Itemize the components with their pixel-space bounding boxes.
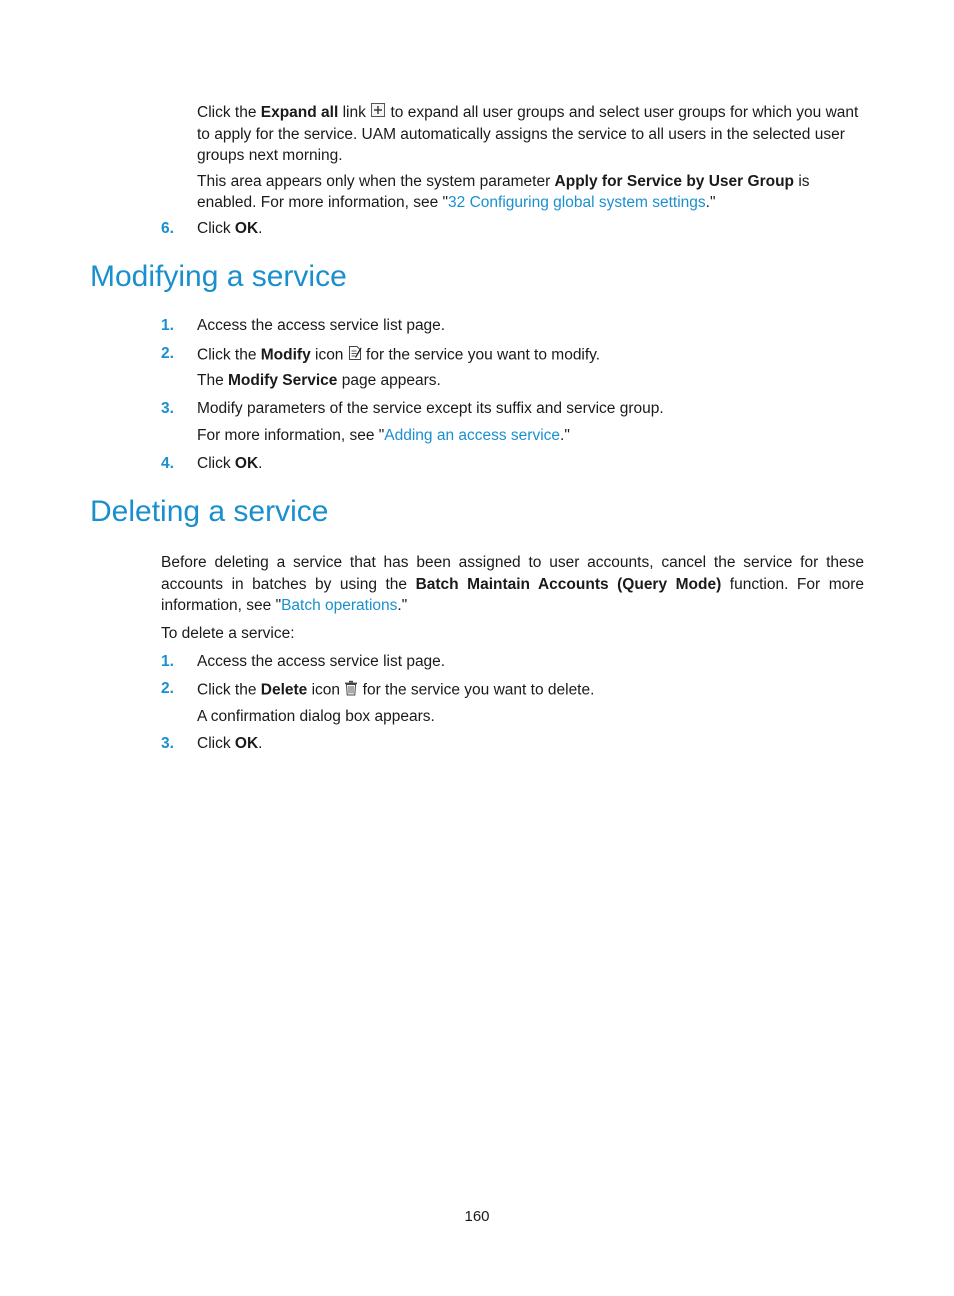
step-number: 4. (161, 455, 174, 472)
modify-step-2-note: The Modify Service page appears. (197, 372, 441, 389)
modify-icon (348, 345, 362, 366)
modifying-service-heading: Modifying a service (90, 260, 347, 293)
delete-step-3: Click OK. (197, 735, 263, 752)
adding-access-service-link[interactable]: Adding an access service (384, 427, 561, 444)
step-number: 3. (161, 735, 174, 752)
expand-all-label: Expand all (260, 104, 339, 122)
deleting-service-heading: Deleting a service (90, 495, 329, 528)
system-parameter-paragraph: This area appears only when the system parameter Apply for Service by User Group is enabled. For more information, see "32 Configuring global system settings." (197, 173, 810, 211)
expand-all-icon (370, 102, 386, 124)
step-number: 1. (161, 653, 174, 670)
delete-step-1: Access the access service list page. (197, 653, 446, 670)
delete-lead-text: To delete a service: (161, 625, 295, 642)
delete-icon (344, 680, 358, 701)
delete-step-2-note: A confirmation dialog box appears. (197, 708, 435, 725)
delete-step-2: Click the Delete icon for the service you want to delete. (197, 680, 594, 701)
modify-step-3-note: For more information, see "Adding an access service." (197, 427, 570, 444)
step-number: 3. (161, 400, 174, 417)
delete-intro-paragraph: Before deleting a service that has been assigned to user accounts, cancel the service for these accounts in batches by using the Batch Maintain Accounts (Query Mode) function. For more information, see "Batch operations." (161, 554, 865, 614)
page-number: 160 (464, 1208, 490, 1225)
step-number: 6. (161, 220, 174, 237)
step-number: 2. (161, 345, 174, 362)
batch-operations-link[interactable]: Batch operations (281, 597, 398, 614)
step-number: 1. (161, 317, 174, 334)
step-number: 2. (161, 680, 174, 697)
modify-step-3: Modify parameters of the service except its suffix and service group. (197, 400, 664, 417)
global-settings-link[interactable]: 32 Configuring global system settings (448, 194, 706, 211)
expand-all-paragraph: Click the Expand all link to expand all user groups and select user groups for which you want to apply for the service. UAM automatically assigns the service to all users in the selected user groups next morning. (197, 102, 865, 166)
modify-step-1: Access the access service list page. (197, 317, 446, 334)
step-6-text: Click OK. (197, 220, 263, 237)
modify-step-2: Click the Modify icon for the service you want to modify. (197, 345, 600, 366)
modify-step-4: Click OK. (197, 455, 263, 472)
